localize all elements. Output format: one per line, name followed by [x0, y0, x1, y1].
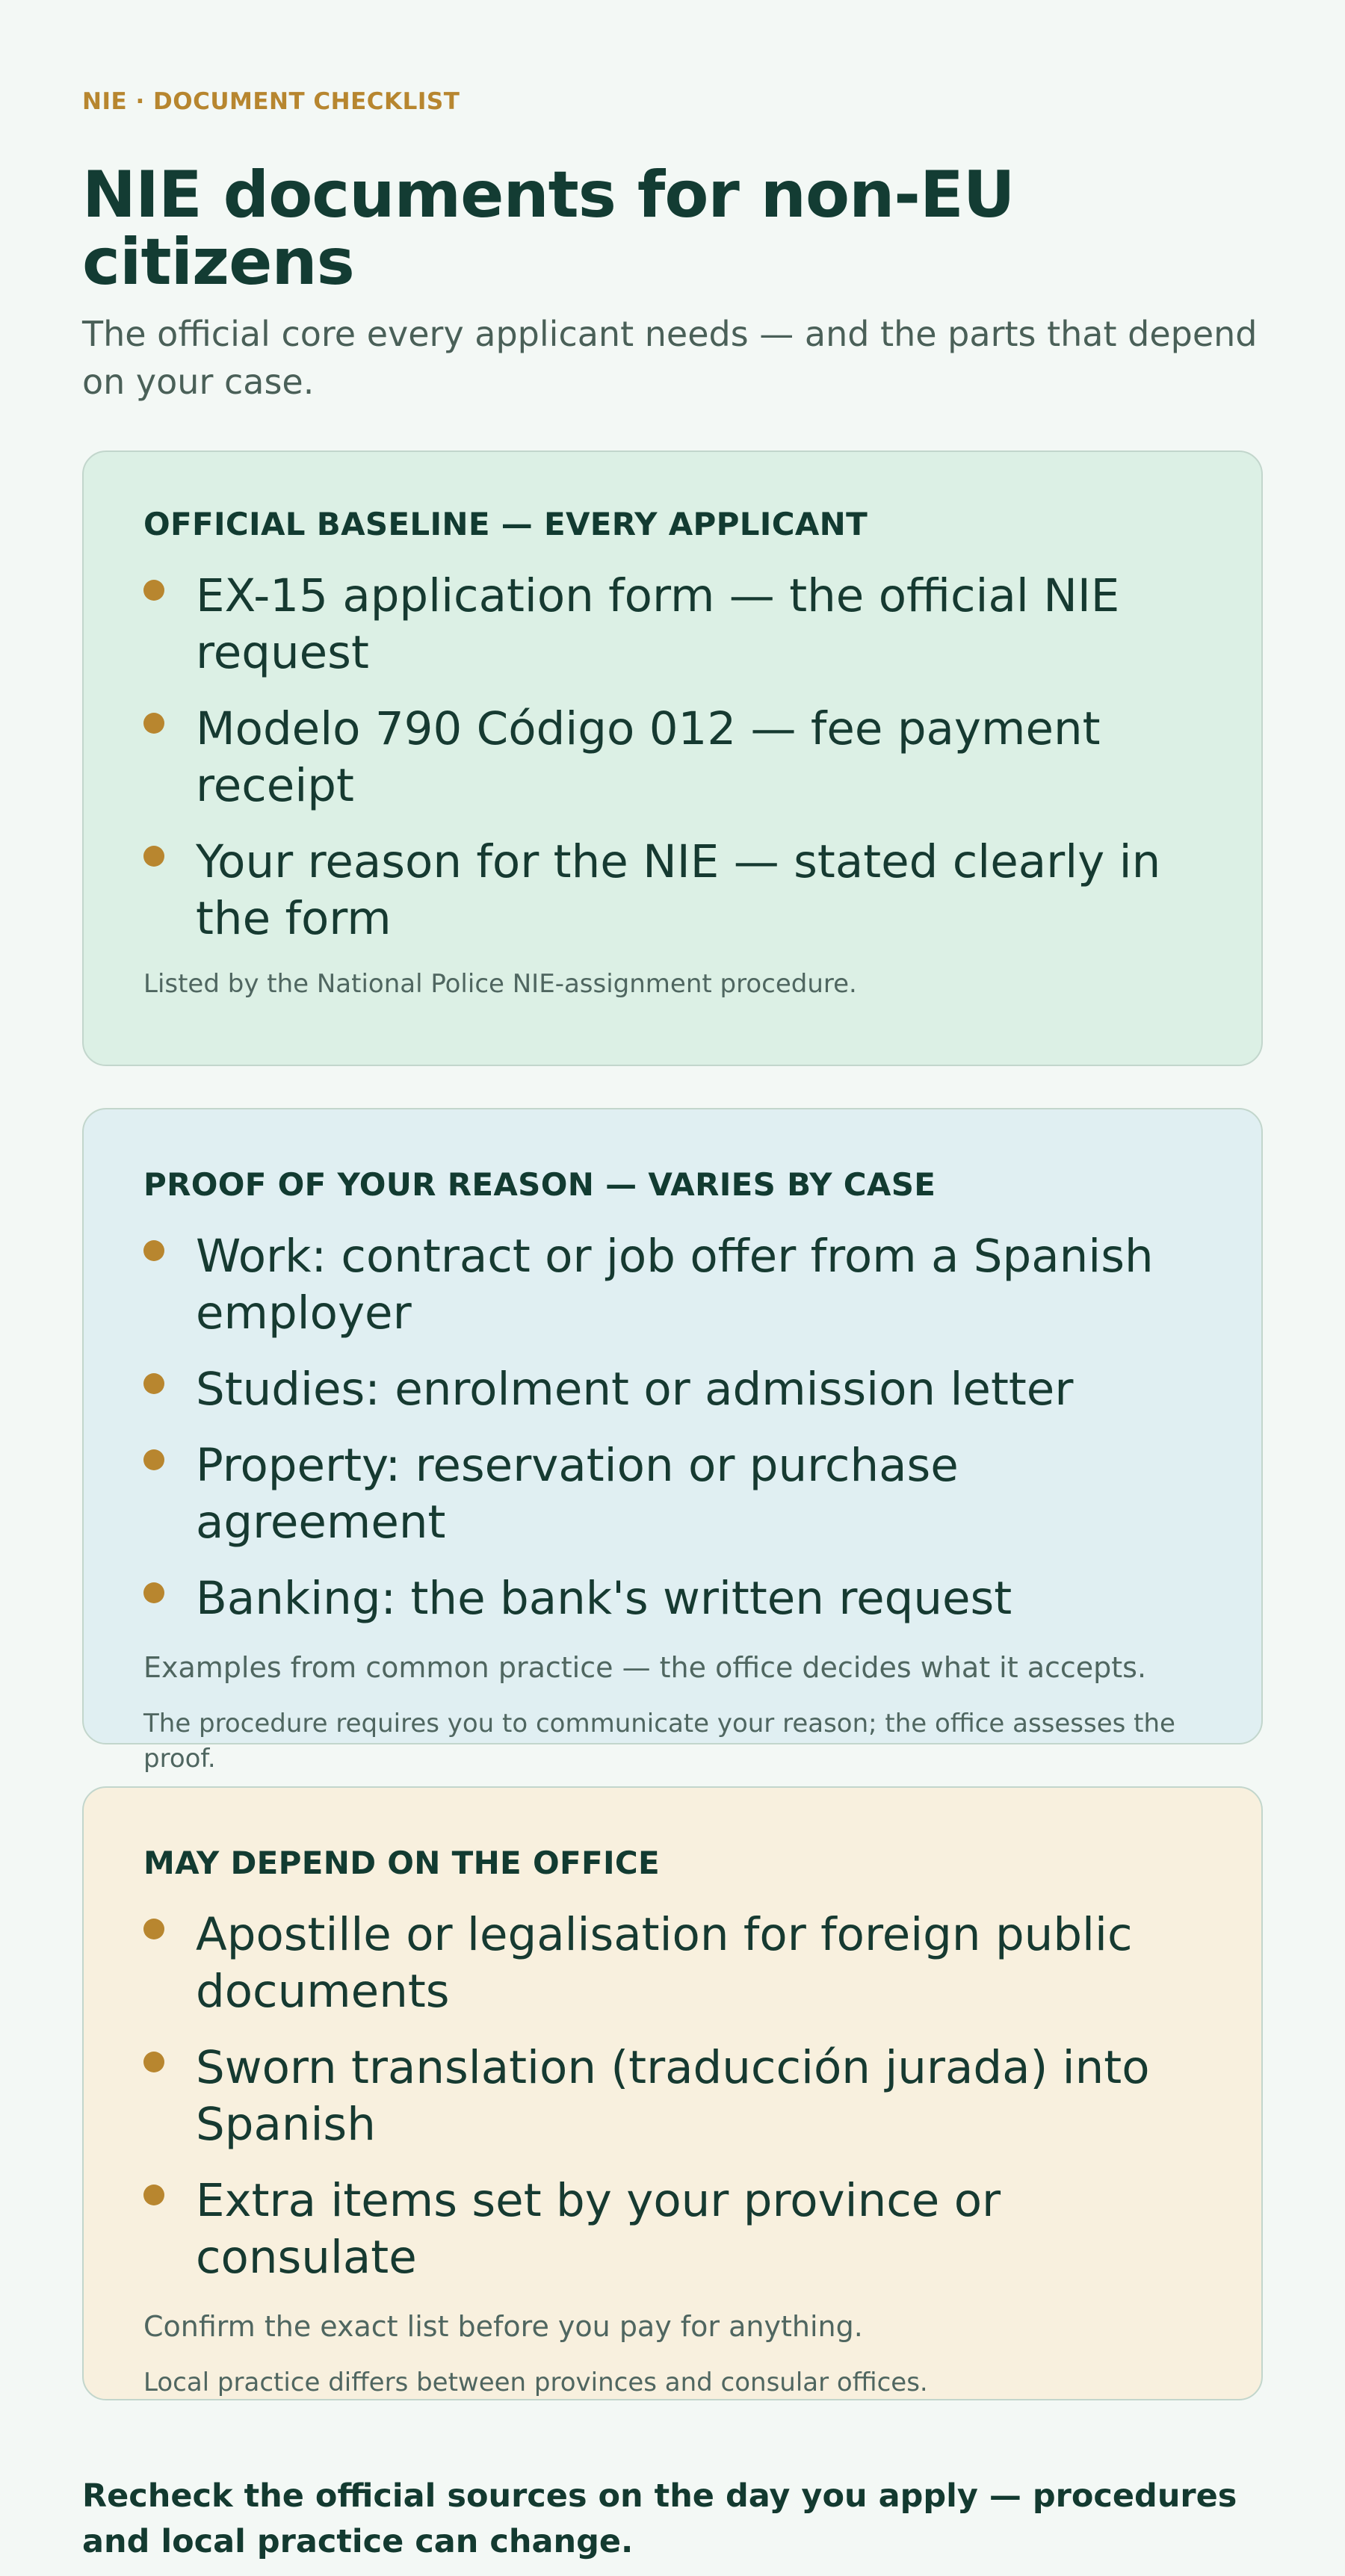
card-official-baseline	[82, 451, 1263, 1066]
bullet-dot-icon	[143, 1373, 164, 1394]
list-item	[143, 568, 1203, 681]
card-heading: OFFICIAL BASELINE — EVERY APPLICANT	[143, 506, 868, 543]
list-item-text: Studies: enrolment or admission letter	[196, 1363, 1074, 1417]
list-item	[143, 2173, 1203, 2286]
list-item	[143, 1907, 1203, 2020]
bullet-dot-icon	[143, 2052, 164, 2072]
list-item-text: Extra items set by your province or consulate	[196, 2174, 1001, 2285]
list-item-text: Your reason for the NIE — stated clearly in the form	[196, 835, 1161, 946]
checklist	[143, 568, 1203, 947]
bullet-dot-icon	[143, 713, 164, 734]
card-footnote: Local practice differs between provinces and consular offices.	[143, 2367, 928, 2397]
card-note: Examples from common practice — the office decides what it accepts.	[143, 1651, 1147, 1685]
list-item-text: Apostille or legalisation for foreign public documents	[196, 1908, 1133, 2019]
card-proof-of-reason	[82, 1108, 1263, 1774]
bullet-dot-icon	[143, 1449, 164, 1470]
page-title: NIE documents for non-EU citizens	[82, 158, 1015, 300]
bullet-dot-icon	[143, 2185, 164, 2205]
list-item-text: Modelo 790 Código 012 — fee payment receipt	[196, 702, 1101, 813]
list-item-text: Sworn translation (traducción jurada) into Spanish	[196, 2041, 1150, 2152]
bullet-dot-icon	[143, 1582, 164, 1603]
bullet-dot-icon	[143, 846, 164, 867]
list-item-text: Property: reservation or purchase agreement	[196, 1439, 959, 1549]
checklist	[143, 1228, 1203, 1627]
footer-reminder: Recheck the official sources on the day you apply — procedures and local practice can change.	[82, 2477, 1237, 2560]
card-heading: PROOF OF YOUR REASON — VARIES BY CASE	[143, 1166, 936, 1204]
list-item	[143, 1228, 1203, 1342]
list-item-text: Work: contract or job offer from a Spanish employer	[196, 1230, 1154, 1340]
list-item	[143, 2040, 1203, 2153]
card-office-dependent	[82, 1786, 1263, 2400]
card-heading: MAY DEPEND ON THE OFFICE	[143, 1845, 660, 1882]
list-item	[143, 834, 1203, 947]
bullet-dot-icon	[143, 1240, 164, 1261]
bullet-dot-icon	[143, 1919, 164, 1939]
card-footnote: Listed by the National Police NIE-assignment procedure.	[143, 969, 857, 1000]
card-note: Confirm the exact list before you pay for anything.	[143, 2310, 863, 2344]
list-item	[143, 1570, 1203, 1627]
list-item-text: Banking: the bank's written request	[196, 1572, 1012, 1626]
checklist	[143, 1907, 1203, 2286]
page-subtitle: The official core every applicant needs — and the parts that depend on your case.	[82, 313, 1258, 402]
eyebrow-label: NIE · DOCUMENT CHECKLIST	[82, 88, 460, 115]
list-item	[143, 1437, 1203, 1551]
bullet-dot-icon	[143, 580, 164, 601]
list-item	[143, 1361, 1203, 1418]
list-item-text: EX-15 application form — the official NIE request	[196, 569, 1120, 680]
card-footnote: The procedure requires you to communicate your reason; the office assesses the proof.	[143, 1708, 1175, 1774]
list-item	[143, 701, 1203, 814]
